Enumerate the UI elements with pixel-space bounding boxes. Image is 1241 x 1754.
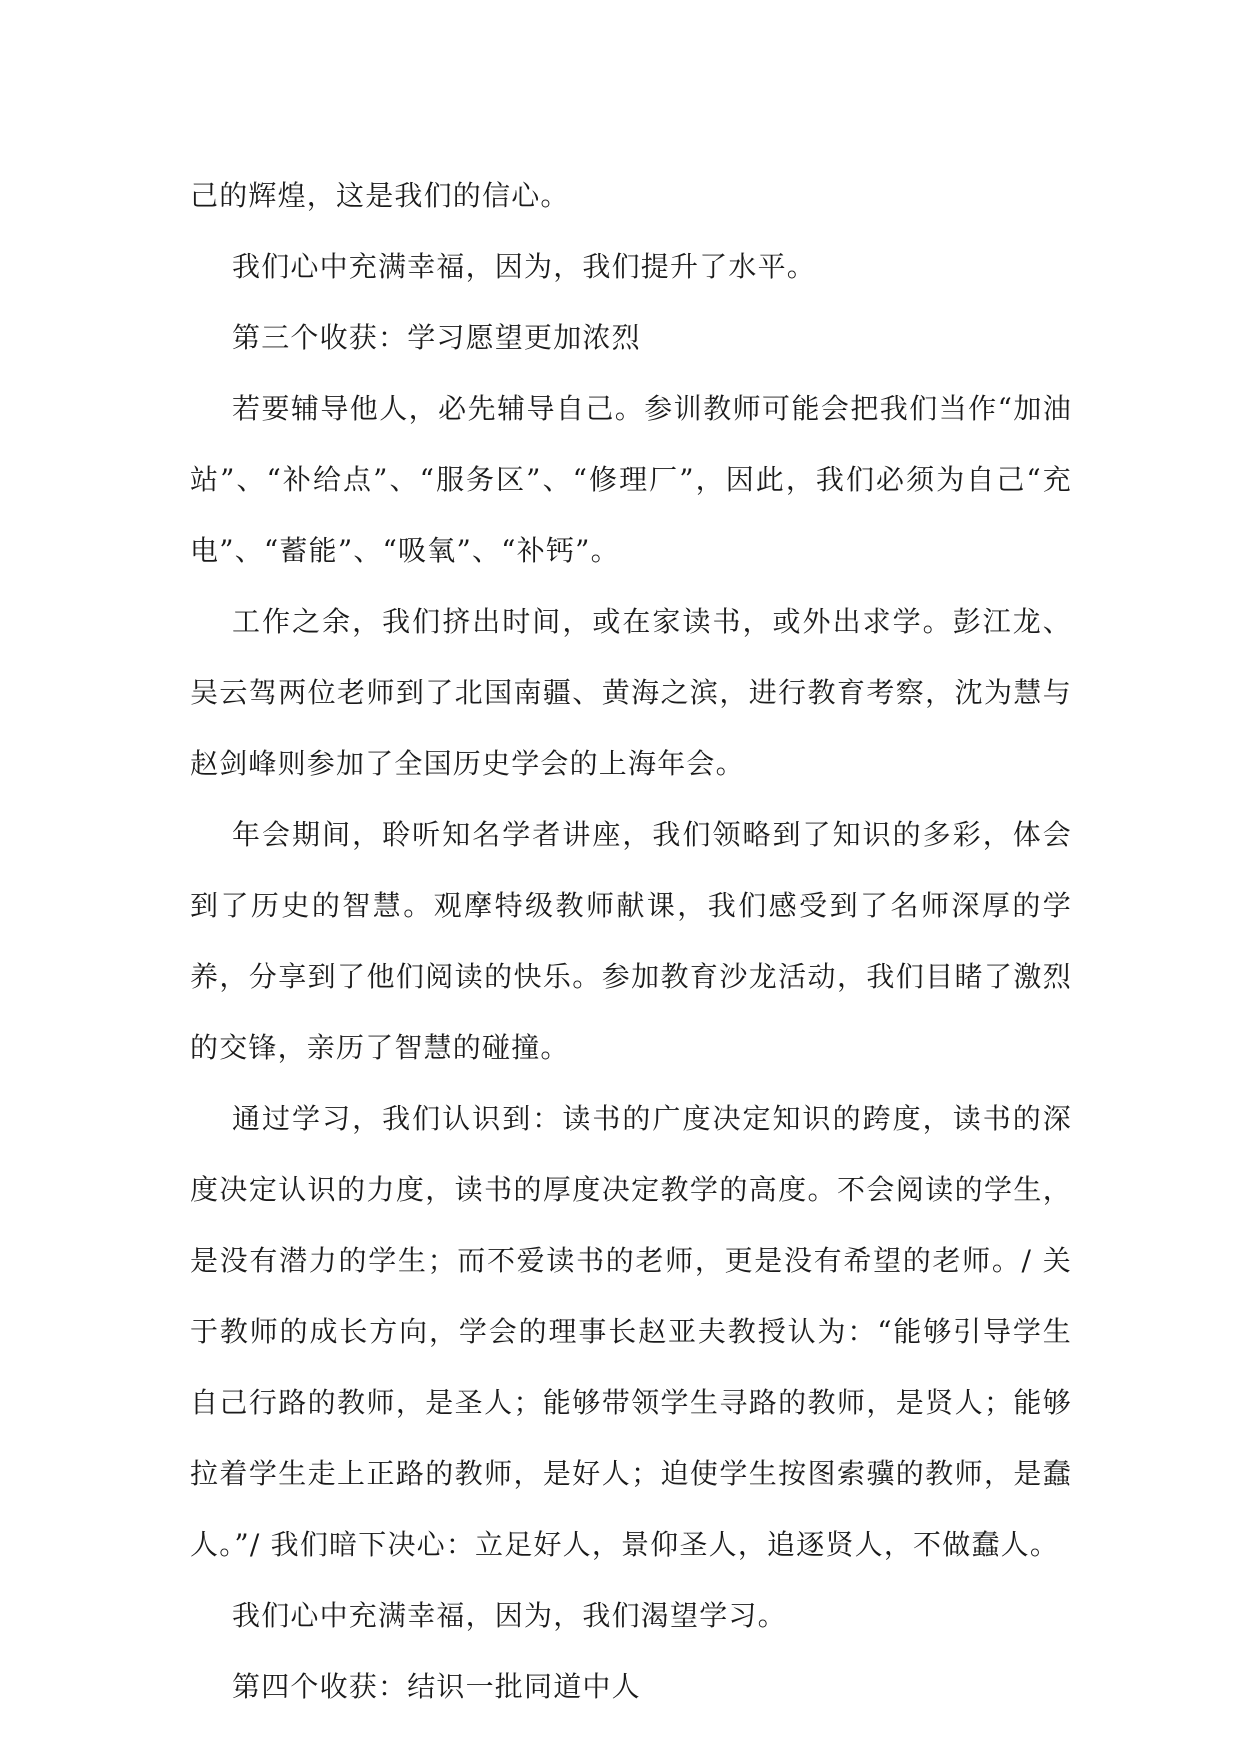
paragraph: 工作之余，我们挤出时间，或在家读书，或外出求学。彭江龙、吴云驾两位老师到了北国南疆、黄海之滨，进行教育考察，沈为慧与赵剑峰则参加了全国历史学会的上海年会。 <box>190 605 1072 780</box>
section-heading: 第四个收获：结识一批同道中人 <box>232 1670 641 1703</box>
paragraph: 若要辅导他人，必先辅导自己。参训教师可能会把我们当作“加油站”、“补给点”、“服务区”、“修理厂”，因此，我们必须为自己“充电”、“蓄能”、“吸氧”、“补钙”。 <box>190 392 1072 567</box>
section-heading: 第三个收获：学习愿望更加浓烈 <box>232 321 641 354</box>
paragraph: 我们心中充满幸福，因为，我们提升了水平。 <box>232 250 817 283</box>
paragraph: 年会期间，聆听知名学者讲座，我们领略到了知识的多彩，体会到了历史的智慧。观摩特级教师献课，我们感受到了名师深厚的学养，分享到了他们阅读的快乐。参加教育沙龙活动，我们目睹了激烈的交锋，亲历了智慧的碰撞。 <box>190 818 1072 1064</box>
body-text <box>190 160 1072 1722</box>
paragraph-continuation: 己的辉煌，这是我们的信心。 <box>190 179 570 212</box>
paragraph: 通过学习，我们认识到：读书的广度决定知识的跨度，读书的深度决定认识的力度，读书的厚度决定教学的高度。不会阅读的学生，是没有潜力的学生；而不爱读书的老师，更是没有希望的老师。/ 关于教师的成长方向，学会的理事长赵亚夫教授认为：“能够引导学生自己行路的教师，是圣人；能够带领学生寻路的教师，是贤人；能够拉着学生走上正路的教师，是好人；迫使学生按图索骥的教师，是蠢人。”/ 我们暗下决心：立足好人，景仰圣人，追逐贤人，不做蠢人。 <box>190 1102 1072 1561</box>
paragraph: 我们心中充满幸福，因为，我们渴望学习。 <box>232 1599 787 1632</box>
